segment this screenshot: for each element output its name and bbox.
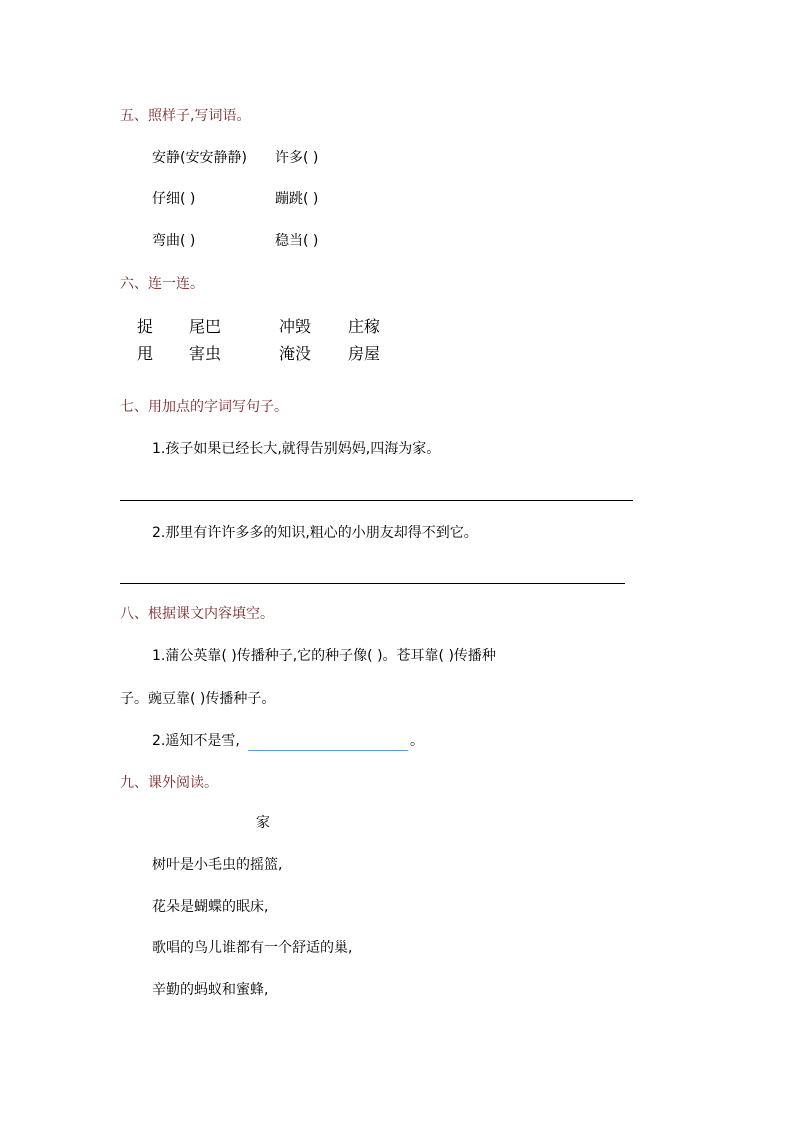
s8-fill-blank-line[interactable] (248, 750, 408, 751)
section-7-title: 七、用加点的字词写句子。 (120, 399, 288, 415)
s5-row1-word1: 安静(安安静静) (152, 150, 247, 166)
s8-question-1-line2: 子。豌豆靠( )传播种子。 (120, 691, 276, 707)
s8-question-1-line1: 1.蒲公英靠( )传播种子,它的种子像( )。苍耳靠( )传播种 (152, 648, 496, 664)
poem-line-3: 歌唱的鸟儿谁都有一个舒适的巢, (152, 940, 353, 956)
section-6-title: 六、连一连。 (120, 276, 204, 292)
s5-row3-word1: 弯曲( ) (152, 233, 196, 249)
s8-question-2-suffix: 。 (410, 733, 424, 749)
s5-row3-word2: 稳当( ) (275, 233, 319, 249)
s5-row2-word1: 仔细( ) (152, 191, 196, 207)
poem-line-4: 辛勤的蚂蚁和蜜蜂, (152, 982, 269, 998)
s6-row1-item4: 庄稼 (348, 317, 381, 336)
s8-question-2-prefix: 2.遥知不是雪, (152, 733, 240, 749)
s7-answer-line-1[interactable] (120, 500, 633, 501)
s7-question-1: 1.孩子如果已经长大,就得告别妈妈,四海为家。 (152, 441, 441, 457)
s6-row2-item1: 甩 (137, 344, 154, 363)
poem-line-2: 花朵是蝴蝶的眠床, (152, 899, 269, 915)
poem-title: 家 (256, 815, 270, 831)
s6-row2-item2: 害虫 (189, 344, 222, 363)
poem-line-1: 树叶是小毛虫的摇篮, (152, 857, 283, 873)
s6-row2-item3: 淹没 (279, 344, 312, 363)
s7-answer-line-2[interactable] (120, 583, 625, 584)
s5-row2-word2: 蹦跳( ) (275, 191, 319, 207)
section-5-title: 五、照样子,写词语。 (120, 108, 251, 124)
section-8-title: 八、根据课文内容填空。 (120, 606, 274, 622)
s6-row1-item1: 捉 (137, 317, 154, 336)
s7-question-2: 2.那里有许许多多的知识,粗心的小朋友却得不到它。 (152, 525, 478, 541)
section-9-title: 九、课外阅读。 (120, 775, 218, 791)
s5-row1-word2: 许多( ) (275, 150, 319, 166)
s6-row2-item4: 房屋 (348, 344, 381, 363)
s6-row1-item2: 尾巴 (189, 317, 222, 336)
s6-row1-item3: 冲毁 (279, 317, 312, 336)
